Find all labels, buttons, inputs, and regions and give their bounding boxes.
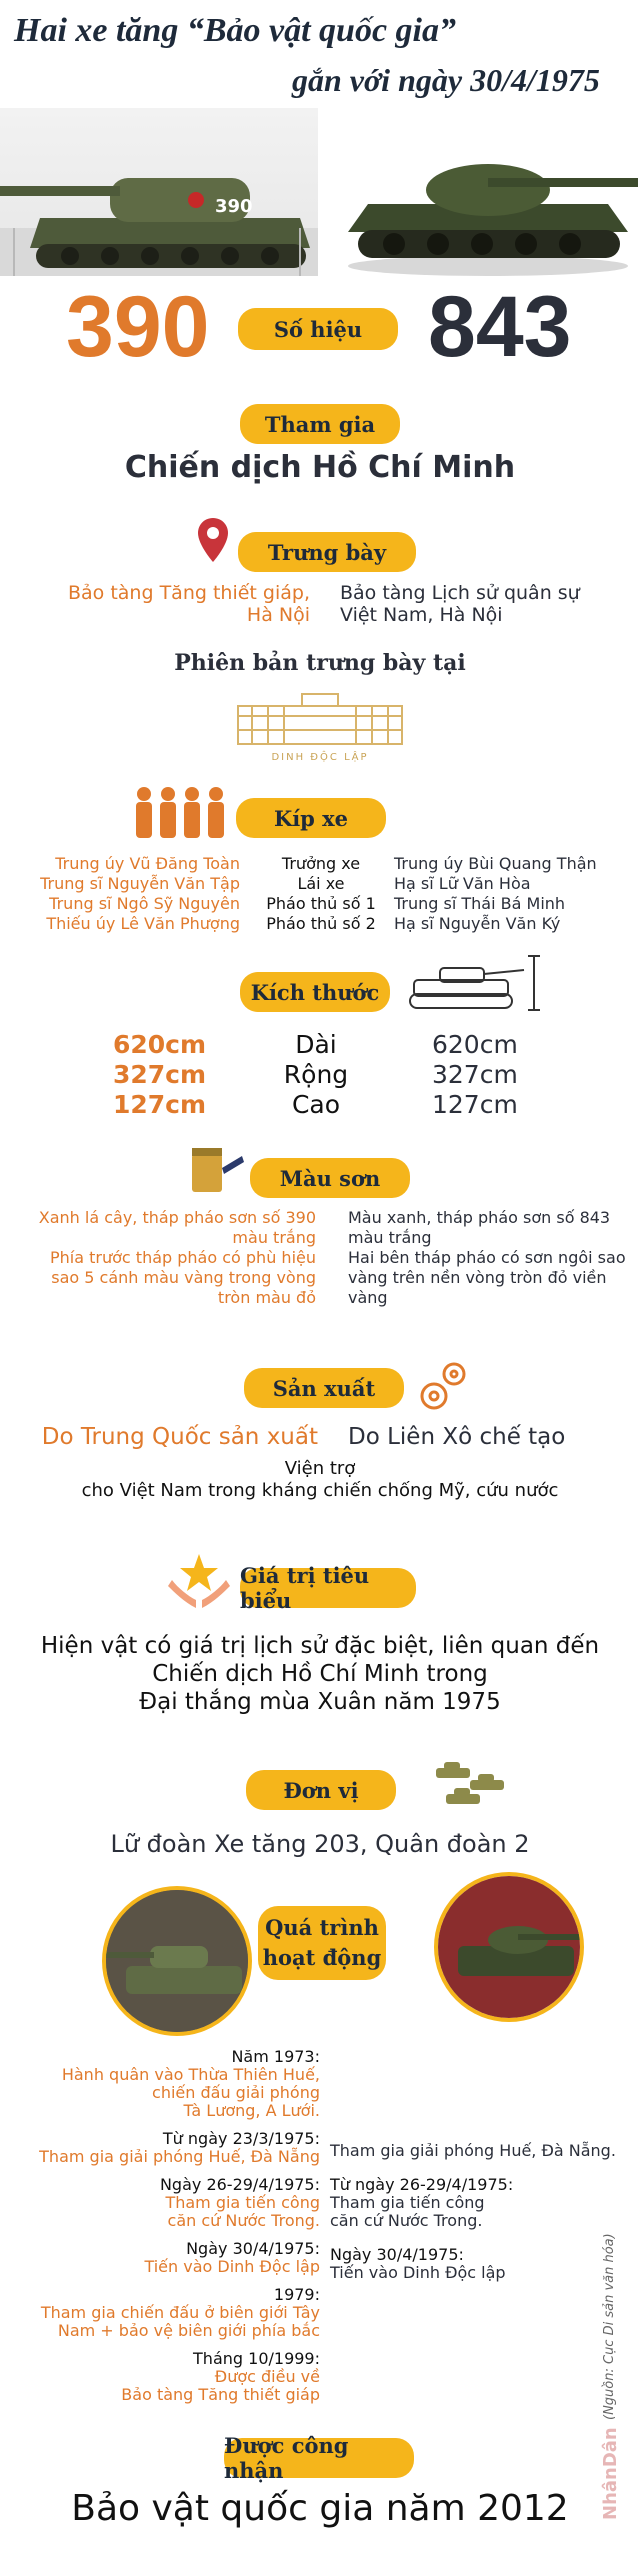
tank-843-photo	[338, 108, 640, 276]
timeline-entry	[0, 2350, 320, 2404]
timeline-text: Tham gia chiến đấu ở biên giới Tây	[40, 2303, 320, 2322]
kip-xe-left	[0, 854, 240, 934]
timeline-entry	[0, 2240, 320, 2276]
kip-xe-left-line: Trung úy Vũ Đăng Toàn	[55, 854, 240, 873]
don-vi-value: Lữ đoàn Xe tăng 203, Quân đoàn 2	[110, 1830, 530, 1858]
mau-son-left-line: màu trắng	[232, 1228, 316, 1247]
timeline-entry	[0, 2048, 320, 2120]
timeline-right-2	[330, 2176, 513, 2230]
dim-right-value: 620cm	[432, 1030, 518, 1059]
timeline-text: Nam + bảo vệ biên giới phía bắc	[57, 2321, 320, 2340]
tanks-group-icon	[426, 1756, 518, 1812]
location-pin-icon	[196, 516, 230, 564]
timeline-text: căn cứ Nước Trong.	[167, 2211, 320, 2230]
dim-label: Rộng	[283, 1060, 349, 1089]
tank-390-round-photo	[102, 1886, 252, 2036]
trung-bay-right-line: Bảo tàng Lịch sử quân sự	[340, 582, 580, 604]
mau-son-right-line: Màu xanh, tháp pháo sơn số 843	[348, 1208, 611, 1227]
dim-right	[432, 1030, 592, 1120]
timeline-text: Tiến vào Dinh Độc lập	[330, 2263, 506, 2282]
timeline-date: Tháng 10/1999:	[193, 2349, 320, 2368]
gia-tri-line: Đại thắng mùa Xuân năm 1975	[139, 1689, 501, 1715]
mau-son-left-line: Phía trước tháp pháo có phù hiệu	[50, 1248, 316, 1267]
timeline-date: Ngày 26-29/4/1975:	[159, 2175, 320, 2194]
dim-left	[60, 1030, 206, 1120]
trung-bay-right-line: Việt Nam, Hà Nội	[340, 604, 503, 626]
soldiers-icon	[132, 786, 228, 840]
timeline-right-3	[330, 2246, 506, 2282]
gears-icon	[416, 1354, 478, 1416]
gia-tri-text	[0, 1632, 640, 1716]
qua-trinh-label-line2: hoạt động	[262, 1945, 382, 1970]
aid-line2: cho Việt Nam trong kháng chiến chống Mỹ, cứu nước	[81, 1480, 559, 1501]
kip-xe-left-line: Trung sĩ Nguyễn Văn Tập	[40, 874, 240, 893]
dim-label: Cao	[291, 1090, 341, 1119]
kich-thuoc-label: Kích thước	[240, 972, 390, 1012]
star-hands-icon	[164, 1552, 234, 1612]
tank-390-photo	[0, 108, 318, 276]
timeline-date: Từ ngày 23/3/1975:	[162, 2129, 320, 2148]
timeline-text: Hành quân vào Thừa Thiên Huế,	[61, 2065, 320, 2084]
kip-xe-label: Kíp xe	[236, 798, 386, 838]
timeline-date: Ngày 30/4/1975:	[186, 2239, 320, 2258]
don-vi-label: Đơn vị	[246, 1770, 396, 1810]
dim-left-value: 127cm	[112, 1090, 206, 1119]
cong-nhan-value: Bảo vật quốc gia năm 2012	[71, 2488, 569, 2529]
cong-nhan-label: Được công nhận	[224, 2438, 414, 2478]
mau-son-label: Màu sơn	[250, 1158, 410, 1198]
kip-xe-role: Lái xe	[297, 874, 345, 893]
kip-xe-right	[394, 854, 640, 934]
mau-son-left-line: sao 5 cánh màu vàng trong vòng	[51, 1268, 316, 1287]
kip-xe-role: Pháo thủ số 1	[266, 894, 376, 913]
kip-xe-roles	[256, 854, 386, 934]
tank-843-round-photo	[434, 1872, 584, 2022]
tank-843-number: 843	[428, 279, 572, 375]
timeline-right-1: Tham gia giải phóng Huế, Đà Nẵng.	[330, 2141, 616, 2160]
mau-son-right	[348, 1208, 640, 1308]
timeline-entry	[0, 2286, 320, 2340]
timeline-text: căn cứ Nước Trong.	[330, 2211, 483, 2230]
dim-right-value: 327cm	[432, 1060, 518, 1089]
timeline-entry	[0, 2176, 320, 2230]
dim-left-value: 620cm	[112, 1030, 206, 1059]
qua-trinh-label-line1: Quá trình	[265, 1915, 379, 1940]
kip-xe-right-line: Hạ sĩ Nguyễn Văn Ký	[394, 914, 561, 933]
timeline-text: Tham gia tiến công	[165, 2193, 320, 2212]
version-title: Phiên bản trưng bày tại	[174, 650, 466, 676]
kip-xe-right-line: Hạ sĩ Lữ Văn Hòa	[394, 874, 531, 893]
trung-bay-label: Trưng bày	[238, 532, 416, 572]
san-xuat-label: Sản xuất	[244, 1368, 404, 1408]
timeline-left	[0, 2048, 320, 2404]
san-xuat-left: Do Trung Quốc sản xuất	[41, 1424, 318, 1450]
palace-illustration	[232, 686, 408, 770]
timeline-text: chiến đấu giải phóng	[152, 2083, 320, 2102]
kip-xe-role: Trưởng xe	[281, 854, 361, 873]
tham-gia-label: Tham gia	[240, 404, 400, 444]
mau-son-left	[0, 1208, 316, 1308]
watermark-logo	[600, 2420, 626, 2520]
timeline-entry	[0, 2130, 320, 2166]
gia-tri-label: Giá trị tiêu biểu	[240, 1568, 416, 1608]
gia-tri-line: Chiến dịch Hồ Chí Minh trong	[152, 1661, 488, 1687]
timeline-date: Từ ngày 26-29/4/1975:	[330, 2175, 514, 2194]
mau-son-right-line: Hai bên tháp pháo có sơn ngôi sao	[348, 1248, 626, 1267]
mau-son-right-line: vàng	[348, 1288, 388, 1307]
kip-xe-left-line: Thiếu úy Lê Văn Phượng	[46, 914, 240, 933]
trung-bay-right	[340, 582, 630, 626]
mau-son-left-line: tròn màu đỏ	[217, 1288, 316, 1307]
timeline-text: Bảo tàng Tăng thiết giáp	[121, 2385, 320, 2404]
kip-xe-role: Pháo thủ số 2	[266, 914, 376, 933]
source-text	[602, 2200, 622, 2420]
tank-390-hull-number: 390	[215, 196, 253, 217]
mau-son-right-line: vàng trên nền vòng tròn đỏ viền	[348, 1268, 607, 1287]
timeline-text: Được điều về	[214, 2367, 320, 2386]
san-xuat-right: Do Liên Xô chế tạo	[348, 1424, 566, 1450]
kip-xe-right-line: Trung úy Bùi Quang Thận	[394, 854, 597, 873]
timeline-text: Tiến vào Dinh Độc lập	[144, 2257, 320, 2276]
timeline-date: Ngày 30/4/1975:	[330, 2245, 464, 2264]
tank-390-number: 390	[66, 279, 210, 375]
timeline-date: Năm 1973:	[231, 2047, 320, 2066]
tham-gia-value: Chiến dịch Hồ Chí Minh	[124, 450, 516, 485]
mau-son-right-line: màu trắng	[348, 1228, 432, 1247]
header-line1: Hai xe tăng “Bảo vật quốc gia”	[14, 12, 456, 49]
so-hieu-label: Số hiệu	[238, 308, 398, 350]
trung-bay-left-line: Hà Nội	[246, 604, 310, 626]
kip-xe-left-line: Trung sĩ Ngô Sỹ Nguyên	[49, 894, 240, 913]
watermark-text: NhânDân	[600, 2427, 621, 2520]
mau-son-left-line: Xanh lá cây, tháp pháo sơn số 390	[38, 1208, 316, 1227]
paint-bucket-icon	[186, 1138, 246, 1198]
timeline-text: Tham gia tiến công	[330, 2193, 485, 2212]
aid-line1: Viện trợ	[284, 1458, 356, 1479]
dim-label: Dài	[295, 1030, 337, 1059]
trung-bay-left-line: Bảo tàng Tăng thiết giáp,	[68, 582, 310, 604]
timeline-text: Tà Lương, A Lưới.	[183, 2101, 320, 2120]
tank-dimension-icon	[400, 952, 544, 1014]
trung-bay-left	[30, 582, 310, 626]
palace-label: DINH ĐỘC LẬP	[271, 752, 369, 763]
dim-left-value: 327cm	[112, 1060, 206, 1089]
source-label: (Nguồn: Cục Di sản văn hóa)	[602, 2233, 617, 2420]
timeline-text: Tham gia giải phóng Huế, Đà Nẵng	[39, 2147, 320, 2166]
gia-tri-line: Hiện vật có giá trị lịch sử đặc biệt, liên quan đến	[40, 1633, 600, 1659]
dim-right-value: 127cm	[432, 1090, 518, 1119]
qua-trinh-label	[258, 1906, 386, 1980]
timeline-date: 1979:	[273, 2285, 320, 2304]
dim-labels	[256, 1030, 376, 1120]
header-line2: gắn với ngày 30/4/1975	[292, 62, 600, 98]
kip-xe-right-line: Trung sĩ Thái Bá Minh	[394, 894, 566, 913]
